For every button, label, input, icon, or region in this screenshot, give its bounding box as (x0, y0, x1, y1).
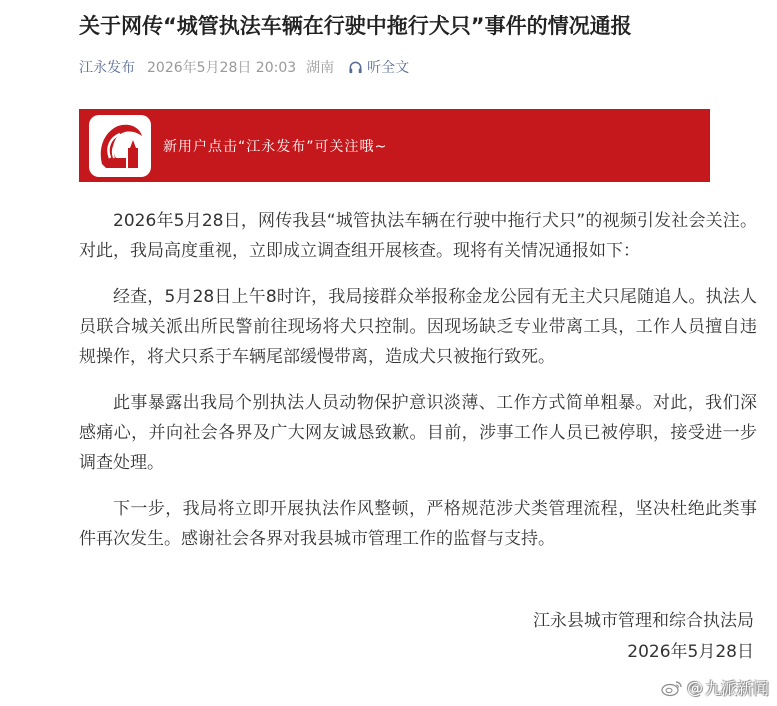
jiangyong-logo-icon (89, 115, 151, 177)
account-name-link[interactable]: 江永发布 (79, 60, 135, 76)
article-meta (79, 56, 409, 78)
follow-banner[interactable] (79, 109, 710, 182)
article-body (79, 206, 757, 570)
paragraph: 此事暴露出我局个别执法人员动物保护意识淡薄、工作方式简单粗暴。对此，我们深感痛心，并向社会各界及广大网友诚恳致歉。目前，涉事工作人员已被停职，接受进一步调查处理。 (79, 393, 757, 473)
listen-button[interactable] (348, 57, 409, 77)
watermark-at-icon: @ (686, 678, 703, 697)
article-title: 关于网传“城管执法车辆在行驶中拖行犬只”事件的情况通报 (79, 14, 632, 38)
watermark-text: 九派新闻 (704, 679, 769, 698)
weibo-icon (661, 679, 683, 697)
paragraph: 下一步，我局将立即开展执法作风整顿，严格规范涉犬类管理流程，坚决杜绝此类事件再次发生。感谢社会各界对我县城市管理工作的监督与支持。 (79, 499, 757, 549)
paragraph: 经查，5月28日上午8时许，我局接群众举报称金龙公园有无主犬只尾随追人。执法人员联合城关派出所民警前往现场将犬只控制。因现场缺乏专业带离工具，工作人员擅自违规操作，将犬只系于车辆尾部缓慢带离，造成犬只被拖行致死。 (79, 287, 757, 367)
banner-text: 新用户点击“江永发布”可关注哦~ (163, 138, 388, 155)
publish-time: 2026年5月28日 20:03 (147, 60, 297, 76)
signature-block (533, 606, 754, 668)
paragraph: 2026年5月28日，网传我县“城管执法车辆在行驶中拖行犬只”的视频引发社会关注。对此，我局高度重视，立即成立调查组开展核查。现将有关情况通报如下： (79, 211, 757, 261)
listen-label: 听全文 (367, 60, 410, 76)
watermark (661, 676, 769, 699)
signature-org: 江永县城市管理和综合执法局 (533, 611, 754, 631)
headphones-icon (348, 60, 363, 75)
publish-location: 湖南 (306, 60, 335, 76)
signature-date: 2026年5月28日 (627, 642, 754, 662)
